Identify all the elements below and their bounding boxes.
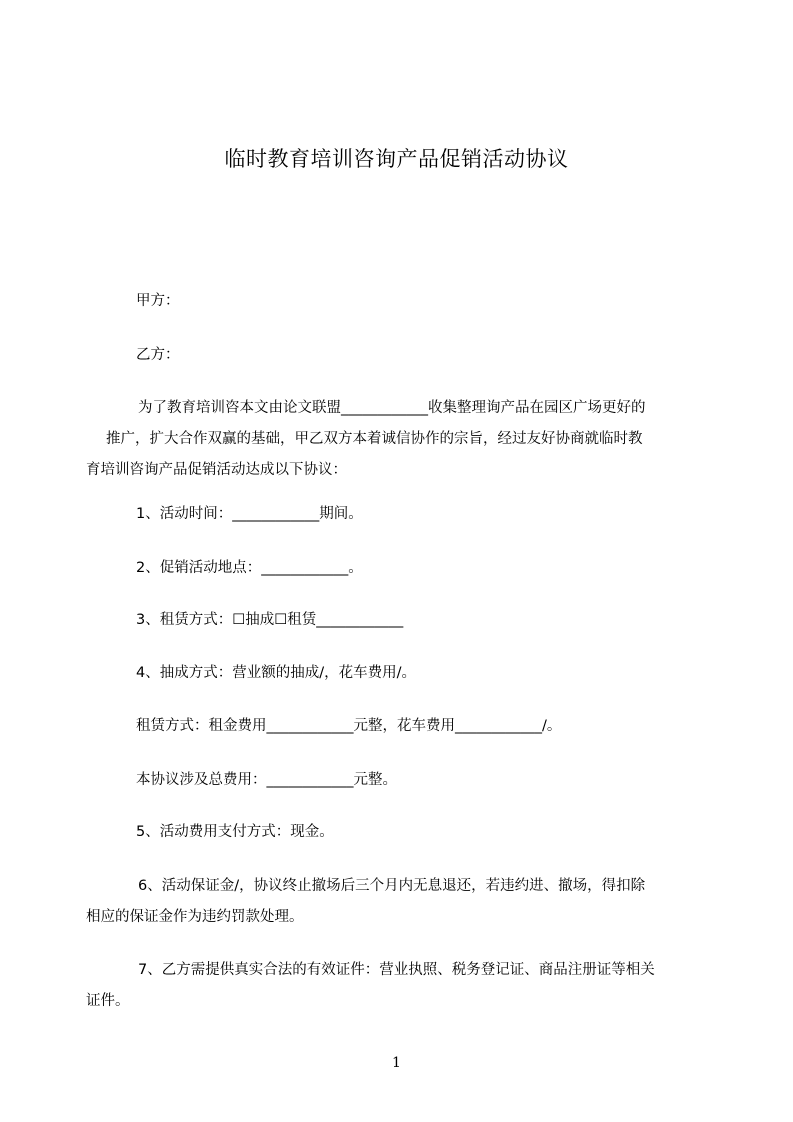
party-b-label: 乙方：: [136, 347, 180, 363]
intro-line-2: 推广，扩大合作双赢的基础，甲乙双方本着诚信协作的宗旨，经过友好协商就临时教: [106, 431, 643, 447]
clause-4: 4、抽成方式：营业额的抽成/，花车费用/。: [136, 665, 416, 681]
intro-line-1: 为了教育培训咨本文由论文联盟____________收集整理询产品在园区广场更好的: [138, 400, 646, 416]
clause-5: 5、活动费用支付方式：现金。: [136, 824, 334, 840]
document-title: 临时教育培训咨询产品促销活动协议: [224, 147, 569, 171]
intro-line-3: 育培训咨询产品促销活动达成以下协议：: [86, 462, 347, 478]
clause-7-line-1: 7、乙方需提供真实合法的有效证件：营业执照、税务登记证、商品注册证等相关: [138, 962, 655, 978]
clause-1: 1、活动时间：____________期间。: [136, 506, 363, 522]
clause-4-total: 本协议涉及总费用：____________元整。: [136, 772, 397, 788]
clause-6: [86, 871, 706, 933]
party-a-label: 甲方：: [136, 293, 180, 309]
clause-6-line-1: 6、活动保证金/，协议终止撤场后三个月内无息退还，若违约进、撤场，得扣除: [138, 878, 646, 894]
clause-7: [86, 955, 706, 1017]
clause-4-rental: 租赁方式：租金费用____________元整，花车费用____________/。: [136, 718, 562, 734]
intro-paragraph: [86, 393, 706, 486]
page-number: 1: [392, 1055, 401, 1071]
clause-7-line-2: 证件。: [86, 993, 130, 1009]
clause-6-line-2: 相应的保证金作为违约罚款处理。: [86, 909, 304, 925]
clause-3: 3、租赁方式：☐抽成☐租赁____________: [136, 612, 404, 628]
clause-2: 2、促销活动地点：____________。: [136, 560, 363, 576]
